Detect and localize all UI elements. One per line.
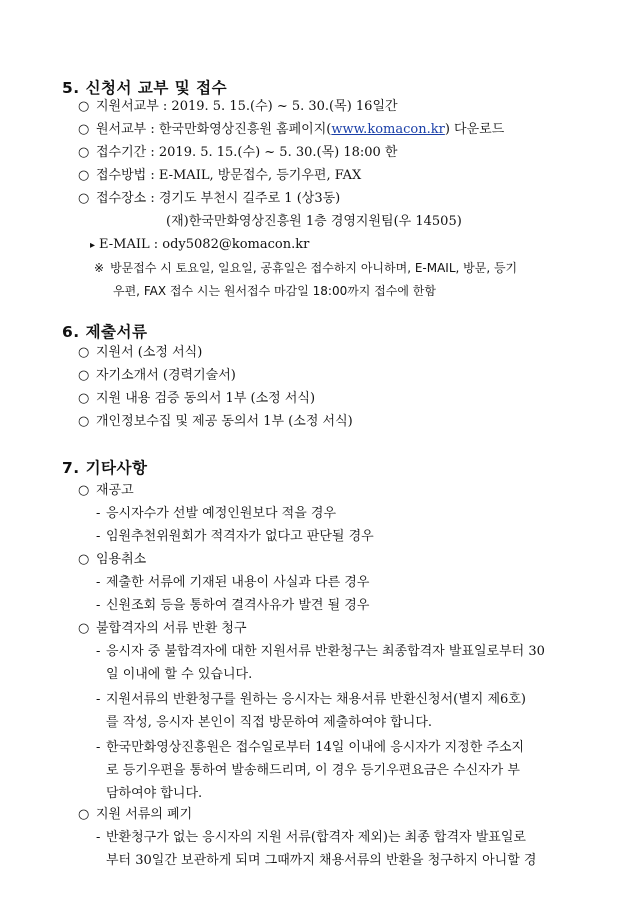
list-item (78, 190, 340, 208)
dash-bullet-icon: - (96, 598, 101, 613)
sub-item (96, 528, 374, 546)
email-text: E-MAIL : ody5082@komacon.kr (99, 237, 310, 252)
group-heading-text: 지원 서류의 폐기 (96, 807, 193, 822)
section-6-title: 6. 제출서류 (62, 323, 148, 341)
item-text: 지원서교부 : 2019. 5. 15.(수) ~ 5. 30.(목) 16일간 (96, 99, 398, 114)
sub-item-text: 임원추천위원회가 적격자가 없다고 판단될 경우 (106, 529, 374, 544)
circle-bullet-icon: ○ (78, 99, 90, 114)
para-line: 를 작성, 응시자 본인이 직접 방문하여 제출하여야 합니다. (106, 715, 433, 730)
note-text: 방문접수 시 토요일, 일요일, 공휴일은 접수하지 아니하며, E-MAIL, 방문, 등기 (110, 261, 518, 275)
item-text: 접수장소 : 경기도 부천시 길주로 1 (상3동) (96, 191, 341, 206)
item-text: 지원서 (소정 서식) (96, 345, 203, 360)
para-line: 담하여야 합니다. (106, 786, 203, 801)
list-item (78, 98, 398, 116)
item-text: 지원 내용 검증 동의서 1부 (소정 서식) (96, 391, 316, 406)
item-text: 자기소개서 (경력기술서) (96, 368, 236, 383)
reference-mark-icon: ※ (94, 261, 105, 275)
circle-bullet-icon: ○ (78, 807, 90, 822)
circle-bullet-icon: ○ (78, 168, 90, 183)
list-item (78, 413, 353, 431)
para-line: 지원서류의 반환청구를 원하는 응시자는 채용서류 반환신청서(별지 제6호) (106, 692, 526, 707)
list-item (78, 390, 315, 408)
email-line (90, 236, 309, 255)
item-text: 접수방법 : E-MAIL, 방문접수, 등기우편, FAX (96, 168, 362, 183)
homepage-link[interactable]: www.komacon.kr (331, 122, 445, 137)
note-line-1 (94, 259, 517, 277)
item-text: 원서교부 : 한국만화영상진흥원 홈페이지( (96, 122, 332, 137)
circle-bullet-icon: ○ (78, 122, 90, 137)
dash-bullet-icon: - (96, 692, 101, 707)
list-item (78, 121, 504, 139)
section-5-title: 5. 신청서 교부 및 접수 (62, 79, 228, 97)
section-7-title: 7. 기타사항 (62, 459, 148, 477)
sub-item (96, 597, 369, 615)
dash-bullet-icon: - (96, 506, 101, 521)
circle-bullet-icon: ○ (78, 391, 90, 406)
circle-bullet-icon: ○ (78, 368, 90, 383)
dash-bullet-icon: - (96, 575, 101, 590)
list-item (78, 144, 398, 162)
group-heading (78, 806, 192, 824)
group-heading (78, 551, 146, 569)
circle-bullet-icon: ○ (78, 414, 90, 429)
dash-bullet-icon: - (96, 740, 101, 755)
sub-item (96, 574, 369, 592)
sub-item (96, 505, 336, 523)
sub-item-text: 제출한 서류에 기재된 내용이 사실과 다른 경우 (106, 575, 370, 590)
para-line: 응시자 중 불합격자에 대한 지원서류 반환청구는 최종합격자 발표일로부터 30 (106, 644, 545, 659)
circle-bullet-icon: ○ (78, 345, 90, 360)
item-text: 접수기간 : 2019. 5. 15.(수) ~ 5. 30.(목) 18:00 한 (96, 145, 398, 160)
para-line: 반환청구가 없는 응시자의 지원 서류(합격자 제외)는 최종 합격자 발표일로 (106, 830, 526, 845)
list-item (78, 167, 361, 185)
circle-bullet-icon: ○ (78, 621, 90, 636)
list-item (78, 367, 236, 385)
group-heading-text: 재공고 (96, 483, 134, 498)
dash-bullet-icon: - (96, 644, 101, 659)
dash-bullet-icon: - (96, 830, 101, 845)
list-item (78, 344, 202, 362)
group-heading (78, 482, 134, 500)
sub-item-text: 신원조회 등을 통하여 결격사유가 발견 될 경우 (106, 598, 370, 613)
triangle-bullet-icon: ▸ (90, 240, 96, 251)
para-line: 로 등기우편을 통하여 발송해드리며, 이 경우 등기우편요금은 수신자가 부 (106, 763, 520, 778)
para-line: 한국만화영상진흥원은 접수일로부터 14일 이내에 응시자가 지정한 주소지 (106, 740, 525, 755)
circle-bullet-icon: ○ (78, 145, 90, 160)
dash-bullet-icon: - (96, 529, 101, 544)
sub-item-text: 응시자수가 선발 예정인원보다 적을 경우 (106, 506, 337, 521)
para-line: 일 이내에 할 수 있습니다. (106, 667, 253, 682)
circle-bullet-icon: ○ (78, 552, 90, 567)
para-line: 부터 30일간 보관하게 되며 그때까지 채용서류의 반환을 청구하지 아니할 경 (106, 853, 537, 868)
circle-bullet-icon: ○ (78, 191, 90, 206)
group-heading (78, 620, 247, 638)
address-line-2: (재)한국만화영상진흥원 1층 경영지원팀(우 14505) (166, 214, 462, 229)
group-heading-text: 임용취소 (96, 552, 147, 567)
item-text: ) 다운로드 (444, 122, 505, 137)
circle-bullet-icon: ○ (78, 483, 90, 498)
item-text: 개인정보수집 및 제공 동의서 1부 (소정 서식) (96, 414, 353, 429)
note-line-2: 우편, FAX 접수 시는 원서접수 마감일 18:00까지 접수에 한함 (113, 284, 436, 298)
group-heading-text: 불합격자의 서류 반환 청구 (96, 621, 247, 636)
